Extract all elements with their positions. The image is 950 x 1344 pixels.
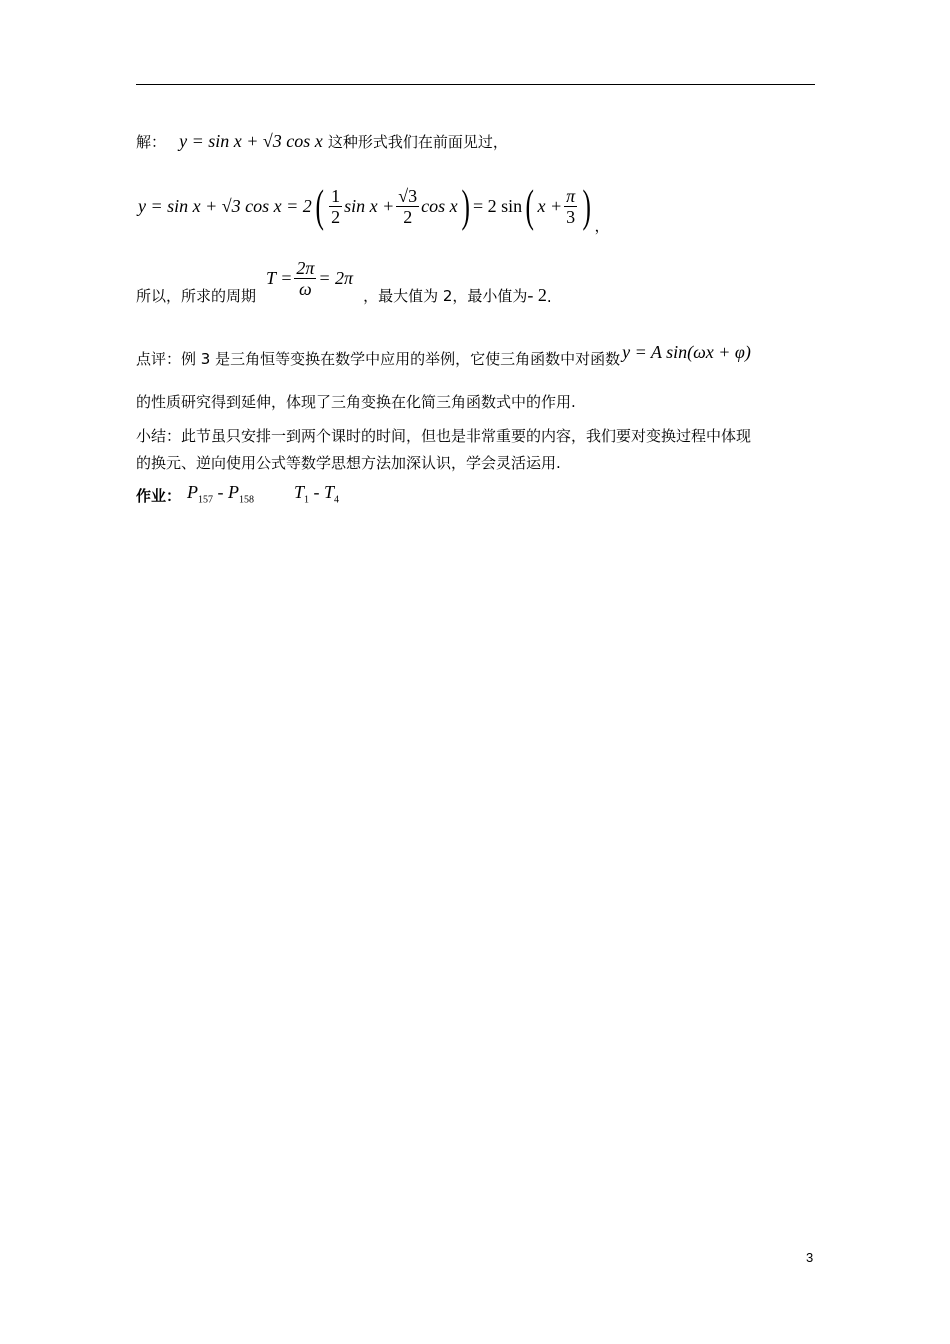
fraction-pi-third bbox=[564, 186, 577, 227]
equation-mid: = 2 sin bbox=[472, 195, 523, 216]
sin-term: sin x + bbox=[344, 195, 395, 216]
comment-text: 点评：例 3 是三角恒等变换在数学中应用的举例，它使三角函数中对函数 bbox=[136, 350, 621, 368]
solution-expression: y = sin x + √3 cos x bbox=[179, 131, 323, 151]
equation-lhs: y = sin x + √3 cos x = 2 bbox=[138, 195, 312, 216]
summary-line-2: 的换元、逆向使用公式等数学思想方法加深认识，学会灵活运用. bbox=[136, 454, 561, 472]
period-line bbox=[136, 258, 552, 308]
range-dash: - bbox=[309, 482, 325, 502]
fraction-denominator: 2 bbox=[331, 206, 341, 227]
fraction-root3-half bbox=[396, 186, 419, 227]
page-number: 3 bbox=[806, 1250, 814, 1265]
solution-text: 这种形式我们在前面见过， bbox=[327, 133, 508, 151]
comment-line-2: 的性质研究得到延伸，体现了三角变换在化简三角函数式中的作用. bbox=[136, 393, 576, 411]
comment-formula: y = A sin(ωx + φ) bbox=[622, 342, 751, 362]
summary-line-1: 小结：此节虽只安排一到两个课时的时间，但也是非常重要的内容，我们要对变换过程中体现 bbox=[136, 427, 752, 445]
cos-term: cos x bbox=[421, 195, 458, 216]
solution-line-1 bbox=[136, 131, 508, 152]
exercise-start: 1 bbox=[304, 494, 310, 506]
period-formula bbox=[266, 258, 353, 299]
fraction-denominator: 3 bbox=[566, 206, 576, 227]
fraction-2pi-omega bbox=[294, 258, 316, 299]
page-end: 158 bbox=[239, 494, 255, 506]
exercise-symbol: T bbox=[324, 482, 335, 502]
fraction-one-half bbox=[329, 186, 342, 227]
fraction-numerator: √3 bbox=[398, 185, 418, 206]
period-lhs: T = bbox=[266, 268, 293, 288]
solution-equation bbox=[138, 176, 610, 236]
period-text: 所以，所求的周期 bbox=[136, 287, 257, 305]
extrema-text: ，最大值为 2，最小值为 bbox=[363, 287, 528, 305]
header-rule bbox=[136, 84, 815, 85]
page-symbol: P bbox=[228, 482, 240, 502]
fraction-denominator: 2 bbox=[403, 206, 413, 227]
right-paren-1: ) bbox=[461, 180, 470, 231]
homework-exercises bbox=[294, 482, 339, 506]
page-start: 157 bbox=[198, 494, 214, 506]
equation-comma: ， bbox=[594, 217, 610, 235]
left-paren-2: ( bbox=[525, 180, 535, 231]
homework-label: 作业： bbox=[136, 486, 182, 505]
solution-label: 解： bbox=[136, 133, 167, 151]
left-paren-1: ( bbox=[315, 180, 324, 231]
page-symbol: P bbox=[187, 482, 199, 502]
right-paren-2: ) bbox=[582, 180, 592, 231]
exercise-end: 4 bbox=[334, 494, 340, 506]
homework-pages bbox=[187, 482, 254, 506]
x-term: x + bbox=[537, 195, 563, 216]
exercise-symbol: T bbox=[294, 482, 305, 502]
fraction-numerator: π bbox=[566, 185, 576, 206]
range-dash: - bbox=[213, 482, 229, 502]
fraction-denominator: ω bbox=[299, 279, 312, 299]
fraction-numerator: 1 bbox=[331, 185, 341, 206]
fraction-numerator: 2π bbox=[296, 258, 315, 278]
homework-line bbox=[136, 482, 339, 506]
period-rhs: = 2π bbox=[318, 268, 354, 288]
comment-line-1 bbox=[136, 342, 816, 369]
min-value: - 2 bbox=[527, 285, 547, 305]
period-end: . bbox=[546, 288, 552, 306]
